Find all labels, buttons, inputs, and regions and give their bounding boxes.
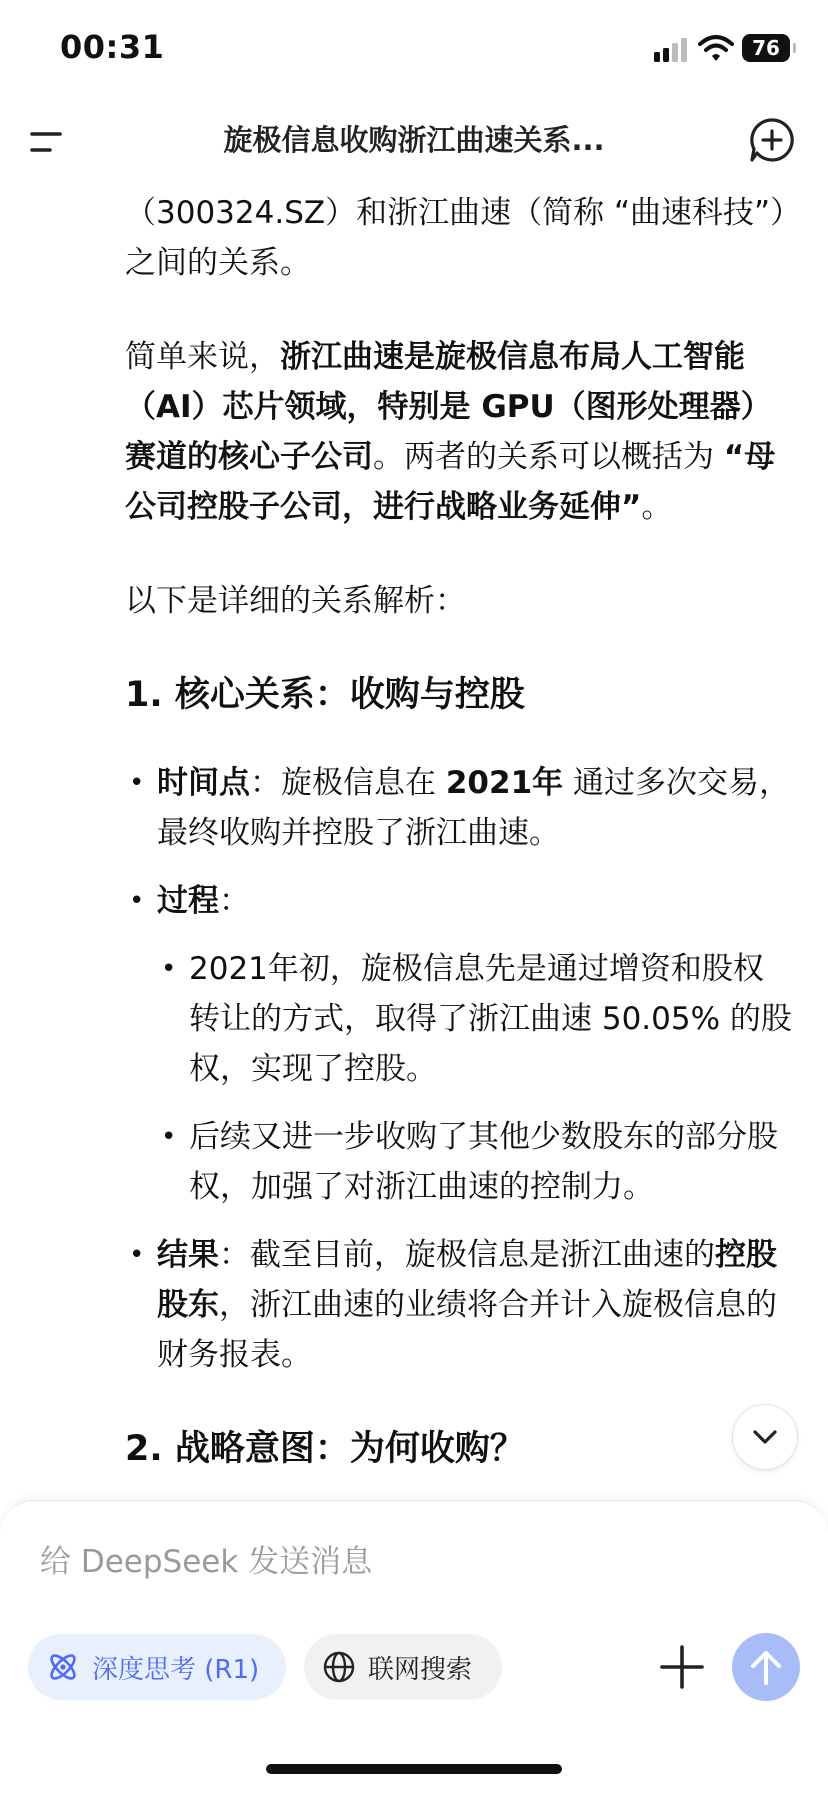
list-item-result bbox=[125, 1230, 793, 1380]
text-span: ，浙江曲速的业绩将合并计入旋极信息的财务报表。 bbox=[157, 1287, 777, 1373]
web-search-label: 联网搜索 bbox=[368, 1654, 473, 1685]
deep-think-toggle[interactable] bbox=[28, 1634, 286, 1700]
globe-icon bbox=[322, 1650, 356, 1684]
status-bar bbox=[0, 0, 828, 100]
cellular-signal-icon bbox=[654, 38, 688, 62]
bold-text: 过程 bbox=[157, 883, 219, 919]
text-span: ：截至目前，旋极信息是浙江曲速的 bbox=[219, 1237, 715, 1273]
list-item-timepoint bbox=[125, 758, 793, 858]
message-paragraph-summary bbox=[125, 332, 793, 532]
assistant-message bbox=[125, 188, 793, 1488]
bold-text: “母公司控股子公司，进行战略业务延伸” bbox=[125, 439, 776, 525]
status-time: 00:31 bbox=[60, 28, 165, 66]
home-indicator bbox=[266, 1764, 562, 1774]
message-paragraph: （300324.SZ）和浙江曲速（简称 “曲速科技”）之间的关系。 bbox=[125, 195, 786, 281]
bold-text: 控股股东 bbox=[157, 1237, 777, 1323]
arrow-up-icon bbox=[748, 1647, 784, 1687]
text-span: 简单来说， bbox=[125, 339, 280, 375]
text-span: 。 bbox=[641, 489, 673, 525]
scroll-to-bottom-button[interactable] bbox=[732, 1404, 798, 1470]
section-heading: 1. 核心关系：收购与控股 bbox=[125, 675, 525, 715]
send-button[interactable] bbox=[732, 1633, 800, 1701]
chat-header bbox=[0, 100, 828, 180]
message-input[interactable] bbox=[40, 1537, 640, 1587]
new-chat-icon[interactable] bbox=[748, 116, 796, 164]
sub-list-item: • 后续又进一步收购了其他少数股东的部分股权，加强了对浙江曲速的控制力。 bbox=[157, 1112, 793, 1212]
text-span: ： bbox=[219, 883, 250, 919]
text-span: 通过多次交易，最终收购并控股了浙江曲速。 bbox=[157, 765, 790, 851]
menu-icon[interactable] bbox=[30, 122, 70, 162]
section-heading: 2. 战略意图：为何收购？ bbox=[125, 1429, 525, 1469]
bold-text: 浙江曲速是旋极信息布局人工智能（AI）芯片领域，特别是 GPU（图形处理器）赛道的核心子公司 bbox=[125, 339, 772, 475]
message-paragraph: 以下是详细的关系解析： bbox=[125, 583, 466, 619]
atom-icon bbox=[46, 1650, 80, 1684]
wifi-icon bbox=[698, 34, 734, 62]
bold-text: 结果 bbox=[157, 1237, 219, 1273]
list-item-process bbox=[125, 876, 793, 926]
chevron-down-icon bbox=[751, 1425, 779, 1449]
text-span: ：旋极信息在 bbox=[250, 765, 446, 801]
bold-text: 时间点 bbox=[157, 765, 250, 801]
text-span: 。两者的关系可以概括为 bbox=[373, 439, 724, 475]
sub-list-item: • 2021年初，旋极信息先是通过增资和股权转让的方式，取得了浙江曲速 50.05% 的股权，实现了控股。 bbox=[157, 944, 793, 1094]
message-composer bbox=[0, 1500, 828, 1793]
chat-title[interactable]: 旋极信息收购浙江曲速关系... bbox=[223, 123, 605, 157]
bold-text: 2021年 bbox=[445, 765, 564, 801]
deep-think-label: 深度思考 (R1) bbox=[92, 1654, 260, 1685]
add-attachment-plus-icon[interactable] bbox=[656, 1641, 708, 1693]
web-search-toggle[interactable] bbox=[304, 1634, 502, 1700]
battery-icon: 76 bbox=[742, 34, 790, 62]
